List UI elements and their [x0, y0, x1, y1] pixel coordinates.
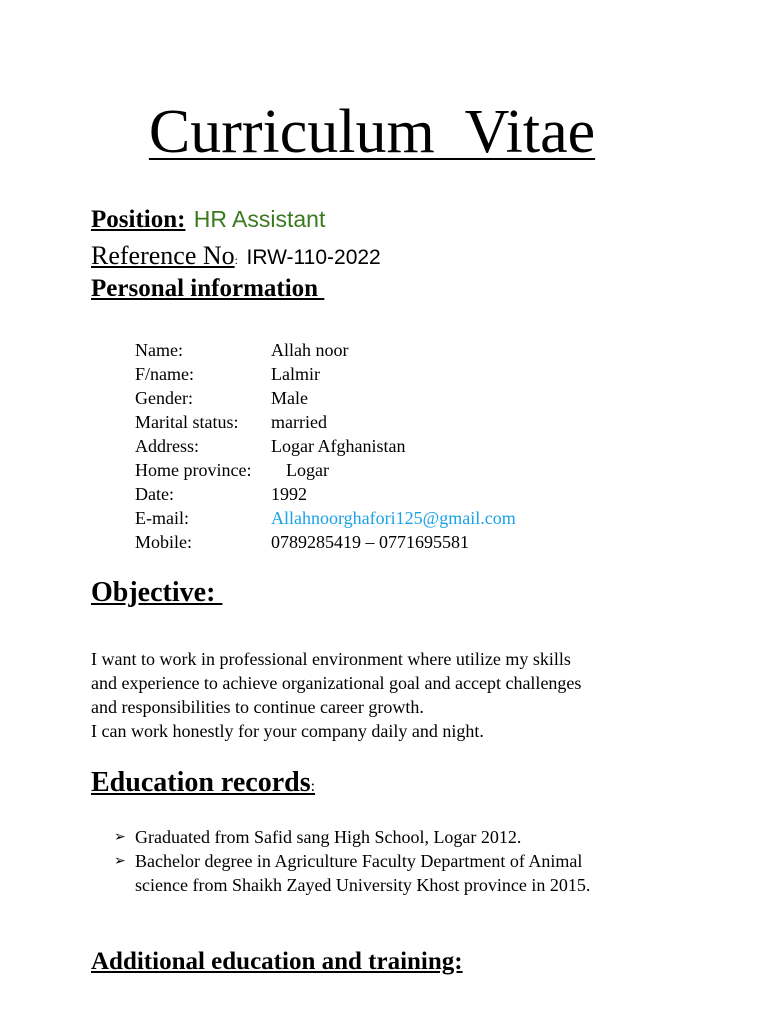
info-value: Logar [286, 460, 329, 480]
arrow-bullet-icon: ➢ [114, 829, 126, 845]
info-row-address [135, 434, 516, 458]
list-item-text: science from Shaikh Zayed University Khost province in 2015. [135, 875, 591, 895]
reference-separator: : [234, 253, 238, 267]
info-value: married [271, 412, 327, 432]
info-row-father-name [135, 362, 516, 386]
education-list [114, 825, 590, 897]
reference-label: Reference No [91, 241, 235, 270]
objective-line: I can work honestly for your company daily and night. [91, 721, 484, 741]
list-item-text: Graduated from Safid sang High School, Logar 2012. [135, 827, 522, 847]
info-row-name [135, 338, 516, 362]
page-title: Curriculum Vitae [148, 98, 596, 166]
info-label: Name: [135, 340, 183, 360]
list-item-text: Bachelor degree in Agriculture Faculty Department of Animal [135, 851, 583, 871]
list-item [114, 849, 590, 897]
info-value: Male [271, 388, 308, 408]
info-value: Lalmir [271, 364, 320, 384]
objective-line: I want to work in professional environment where utilize my skills [91, 649, 571, 669]
info-label: Date: [135, 484, 174, 504]
info-label: Gender: [135, 388, 193, 408]
email-link[interactable]: Allahnoorghafori125@gmail.com [271, 508, 516, 528]
info-row-marital-status [135, 410, 516, 434]
objective-heading: Objective: [91, 577, 223, 608]
list-item [114, 825, 590, 849]
objective-line: and experience to achieve organizational goal and accept challenges [91, 673, 582, 693]
info-row-email [135, 506, 516, 530]
info-row-gender [135, 386, 516, 410]
info-label: Marital status: [135, 412, 239, 432]
education-heading-colon: : [310, 778, 316, 795]
education-heading-text: Education records [91, 767, 311, 798]
info-row-home-province [135, 458, 516, 482]
info-row-mobile [135, 530, 516, 554]
info-label: Home province: [135, 460, 252, 480]
info-label: Mobile: [135, 532, 192, 552]
education-heading [91, 766, 315, 804]
info-label: E-mail: [135, 508, 189, 528]
info-row-date [135, 482, 516, 506]
personal-info-table [135, 338, 516, 554]
info-label: F/name: [135, 364, 194, 384]
position-label: Position: [91, 206, 186, 233]
reference-value: IRW-110-2022 [246, 246, 381, 269]
additional-education-heading: Additional education and training: [91, 948, 463, 975]
info-value: Allah noor [271, 340, 349, 360]
arrow-bullet-icon: ➢ [114, 853, 126, 869]
objective-paragraph [91, 647, 711, 743]
position-value: HR Assistant [193, 206, 326, 232]
reference-line [91, 238, 381, 278]
personal-info-heading: Personal information [91, 275, 325, 302]
info-label: Address: [135, 436, 199, 456]
info-value: 0789285419 – 0771695581 [271, 532, 469, 552]
info-value: 1992 [271, 484, 307, 504]
position-line [91, 202, 325, 237]
objective-line: and responsibilities to continue career growth. [91, 697, 424, 717]
info-value: Logar Afghanistan [271, 436, 406, 456]
